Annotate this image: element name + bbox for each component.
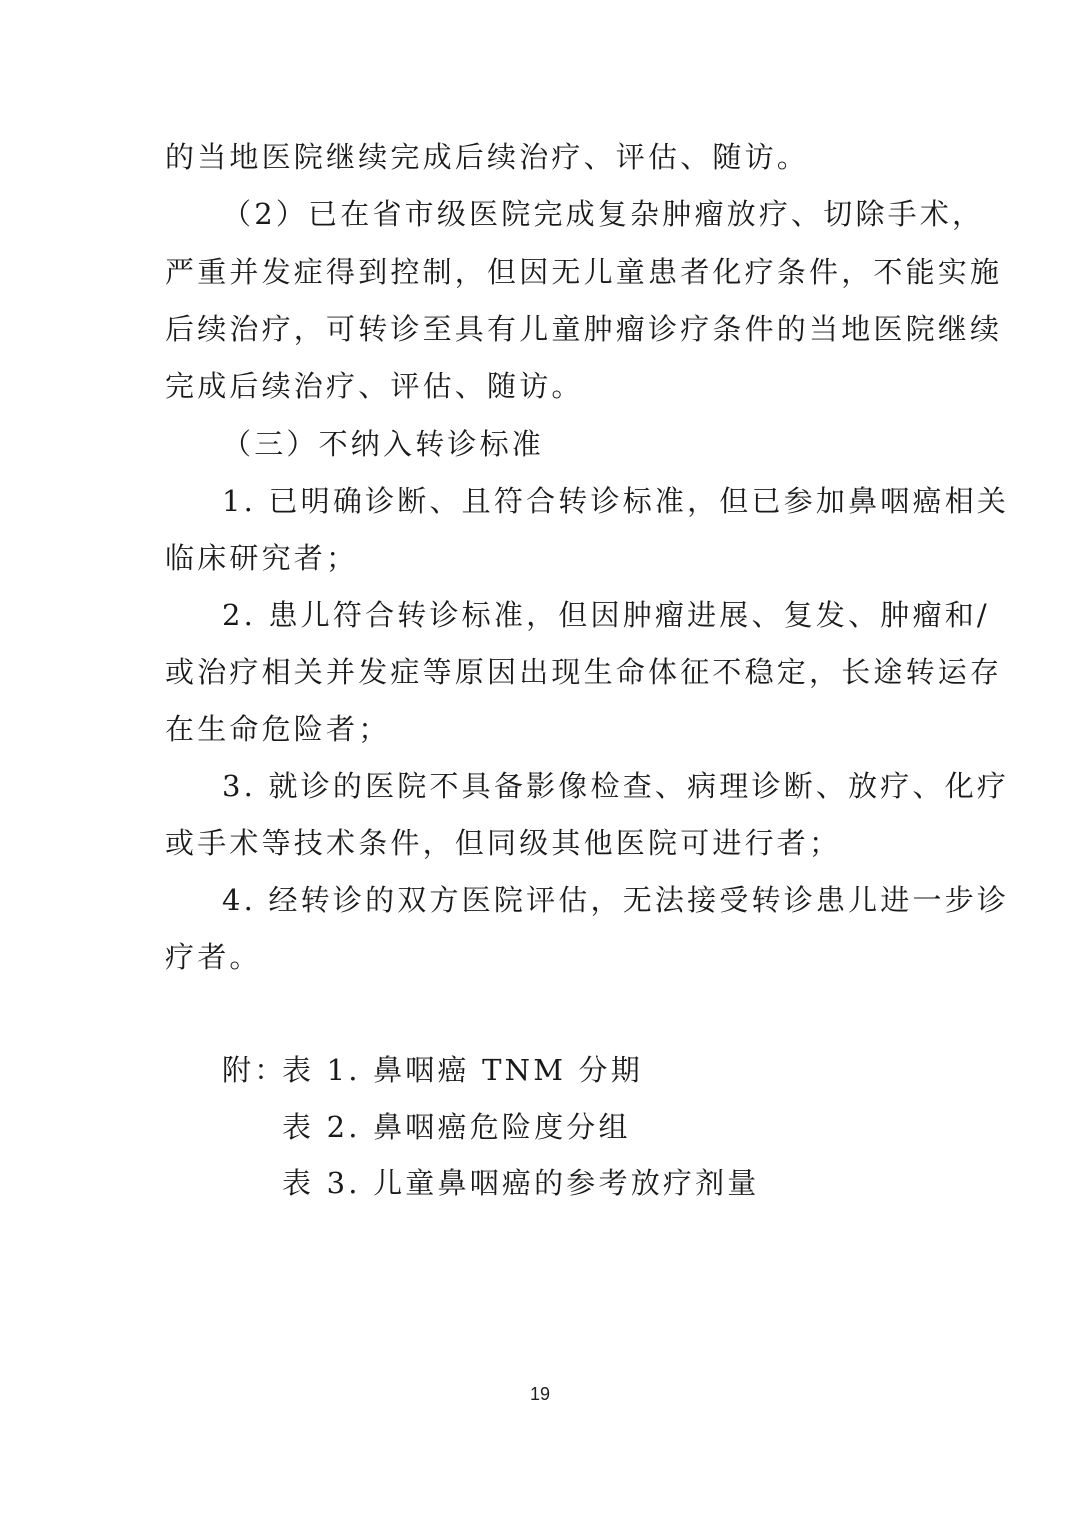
criterion-2-line-3: 在生命危险者； — [165, 712, 391, 746]
criterion-4-line-2: 疗者。 — [165, 940, 262, 974]
criterion-3-line-2: 或手术等技术条件，但同级其他医院可进行者； — [165, 826, 842, 860]
attachment-table-1: 表 1. 鼻咽癌 TNM 分期 — [282, 1053, 643, 1087]
item-2-line-3: 后续治疗，可转诊至具有儿童肿瘤诊疗条件的当地医院继续 — [165, 312, 1003, 346]
item-2-line-1: （2）已在省市级医院完成复杂肿瘤放疗、切除手术， — [222, 197, 985, 231]
criterion-4-line-1: 4. 经转诊的双方医院评估，无法接受转诊患儿进一步诊 — [222, 883, 1010, 917]
section-3-heading: （三）不纳入转诊标准 — [222, 427, 545, 461]
attachment-table-2: 表 2. 鼻咽癌危险度分组 — [282, 1110, 631, 1144]
page-number: 19 — [529, 1384, 551, 1404]
criterion-2-line-2: 或治疗相关并发症等原因出现生命体征不稳定，长途转运存 — [165, 655, 1003, 689]
paragraph-continued-line: 的当地医院继续完成后续治疗、评估、随访。 — [165, 140, 810, 174]
criterion-3-line-1: 3. 就诊的医院不具备影像检查、病理诊断、放疗、化疗 — [222, 769, 1010, 803]
criterion-1-line-1: 1. 已明确诊断、且符合转诊标准，但已参加鼻咽癌相关 — [222, 484, 1010, 518]
criterion-1-line-2: 临床研究者； — [165, 541, 359, 575]
attachment-table-3: 表 3. 儿童鼻咽癌的参考放疗剂量 — [282, 1166, 760, 1200]
criterion-2-line-1: 2. 患儿符合转诊标准，但因肿瘤进展、复发、肿瘤和/ — [222, 598, 990, 632]
item-2-line-4: 完成后续治疗、评估、随访。 — [165, 369, 584, 403]
attachments-label: 附： — [222, 1053, 287, 1087]
item-2-line-2: 严重并发症得到控制，但因无儿童患者化疗条件，不能实施 — [165, 255, 1003, 289]
